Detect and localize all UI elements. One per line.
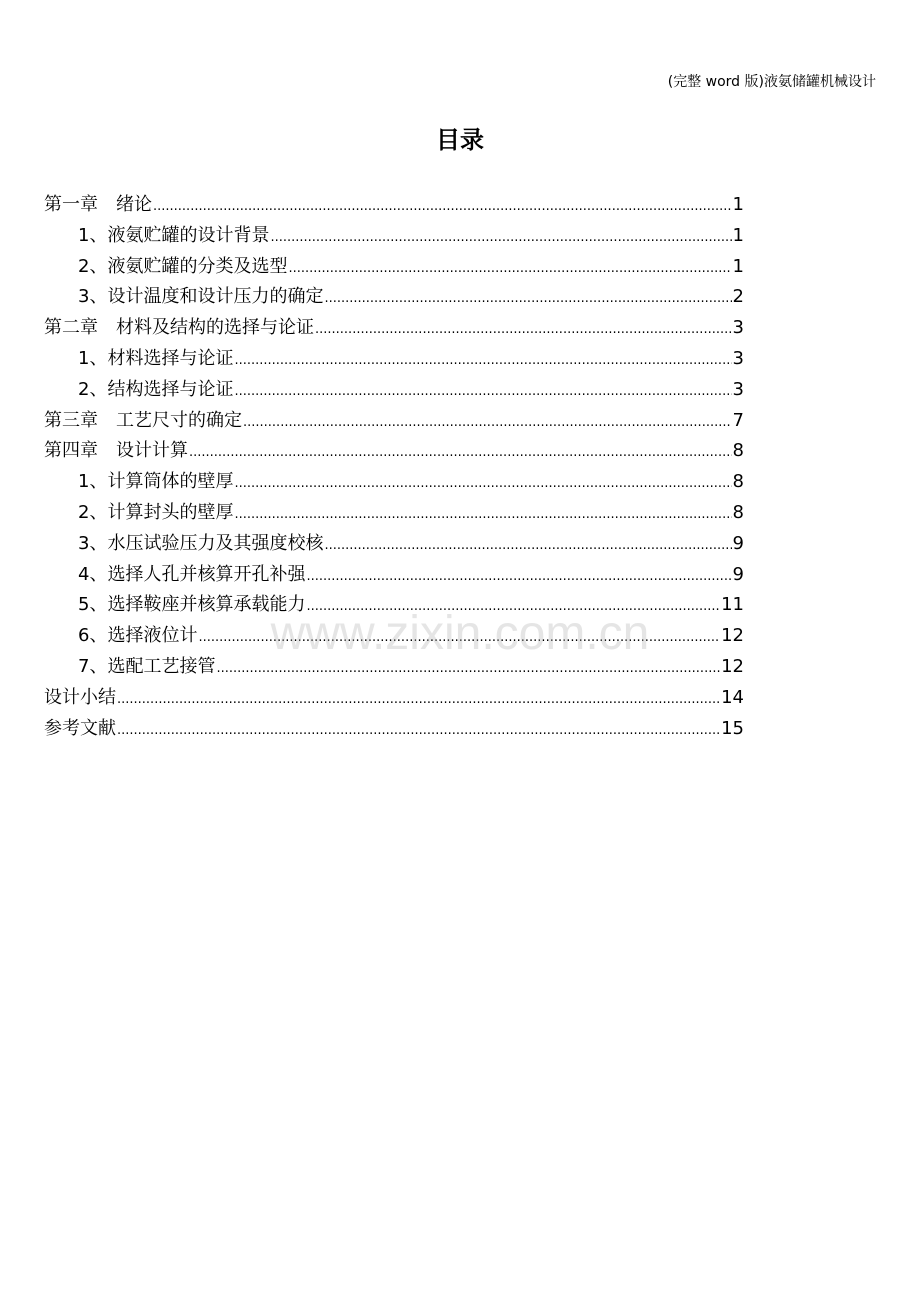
toc-chapter-entry[interactable] [44,714,744,745]
toc-entry-page-number: 11 [721,594,744,616]
toc-chapter-entry[interactable] [44,313,744,344]
toc-chapter-entry[interactable] [44,683,744,714]
toc-entry-label: 5、选择鞍座并核算承载能力 [78,594,306,616]
toc-entry-page-number: 1 [732,255,744,277]
toc-section-entry[interactable] [44,560,744,591]
toc-dot-leader [117,685,720,714]
toc-section-entry[interactable] [44,282,744,313]
toc-dot-leader [306,592,720,621]
toc-entry-label: 1、材料选择与论证 [78,347,234,369]
toc-dot-leader [234,469,731,498]
toc-entry-page-number: 9 [732,563,744,585]
toc-dot-leader [153,192,732,221]
toc-entry-label: 4、选择人孔并核算开孔补强 [78,563,306,585]
toc-list [44,190,744,744]
toc-entry-label: 7、选配工艺接管 [78,655,216,677]
toc-section-entry[interactable] [44,529,744,560]
toc-entry-label: 第三章 工艺尺寸的确定 [44,409,242,431]
toc-entry-label: 第一章 绪论 [44,194,152,215]
toc-dot-leader [270,223,731,252]
toc-entry-page-number: 3 [732,347,744,369]
toc-dot-leader [198,623,720,652]
toc-entry-page-number: 8 [732,471,744,493]
toc-entry-page-number: 1 [732,194,744,215]
toc-section-entry[interactable] [44,590,744,621]
watermark: www.zixin.com.cn [270,607,650,660]
toc-dot-leader [234,500,731,529]
toc-chapter-entry[interactable] [44,190,744,221]
document-header: (完整 word 版)液氨储罐机械设计 [667,74,876,90]
toc-entry-label: 2、液氨贮罐的分类及选型 [78,255,288,277]
toc-dot-leader [288,254,731,283]
toc-dot-leader [234,346,731,375]
toc-dot-leader [315,315,732,344]
toc-dot-leader [117,716,720,745]
toc-section-entry[interactable] [44,375,744,406]
toc-entry-label: 设计小结 [44,686,116,708]
toc-entry-label: 1、计算筒体的壁厚 [78,471,234,493]
toc-chapter-entry[interactable] [44,436,744,467]
toc-entry-page-number: 8 [732,501,744,523]
toc-section-entry[interactable] [44,467,744,498]
toc-dot-leader [324,284,731,313]
toc-entry-page-number: 2 [732,286,744,308]
toc-entry-label: 6、选择液位计 [78,625,198,647]
toc-entry-page-number: 12 [721,625,744,647]
toc-entry-page-number: 12 [721,655,744,677]
toc-entry-page-number: 1 [732,224,744,246]
toc-section-entry[interactable] [44,252,744,283]
toc-section-entry[interactable] [44,621,744,652]
toc-title: 目录 [436,126,484,154]
toc-section-entry[interactable] [44,498,744,529]
toc-dot-leader [216,654,720,683]
toc-entry-label: 2、结构选择与论证 [78,378,234,400]
toc-entry-page-number: 3 [732,378,744,400]
toc-entry-label: 2、计算封头的壁厚 [78,501,234,523]
toc-chapter-entry[interactable] [44,406,744,437]
toc-entry-label: 3、设计温度和设计压力的确定 [78,286,324,308]
toc-entry-page-number: 14 [721,686,744,708]
toc-entry-label: 参考文献 [44,717,116,739]
toc-entry-page-number: 8 [732,440,744,462]
toc-entry-page-number: 7 [732,409,744,431]
toc-entry-page-number: 15 [721,717,744,739]
toc-entry-page-number: 9 [732,532,744,554]
toc-entry-label: 3、水压试验压力及其强度校核 [78,532,324,554]
toc-entry-label: 1、液氨贮罐的设计背景 [78,224,270,246]
toc-dot-leader [189,438,732,467]
toc-dot-leader [324,531,731,560]
toc-dot-leader [234,377,731,406]
toc-entry-page-number: 3 [732,317,744,339]
toc-entry-label: 第二章 材料及结构的选择与论证 [44,317,314,339]
toc-section-entry[interactable] [44,344,744,375]
toc-section-entry[interactable] [44,652,744,683]
toc-dot-leader [243,408,732,437]
toc-entry-label: 第四章 设计计算 [44,440,188,462]
toc-section-entry[interactable] [44,221,744,252]
toc-dot-leader [306,562,731,591]
